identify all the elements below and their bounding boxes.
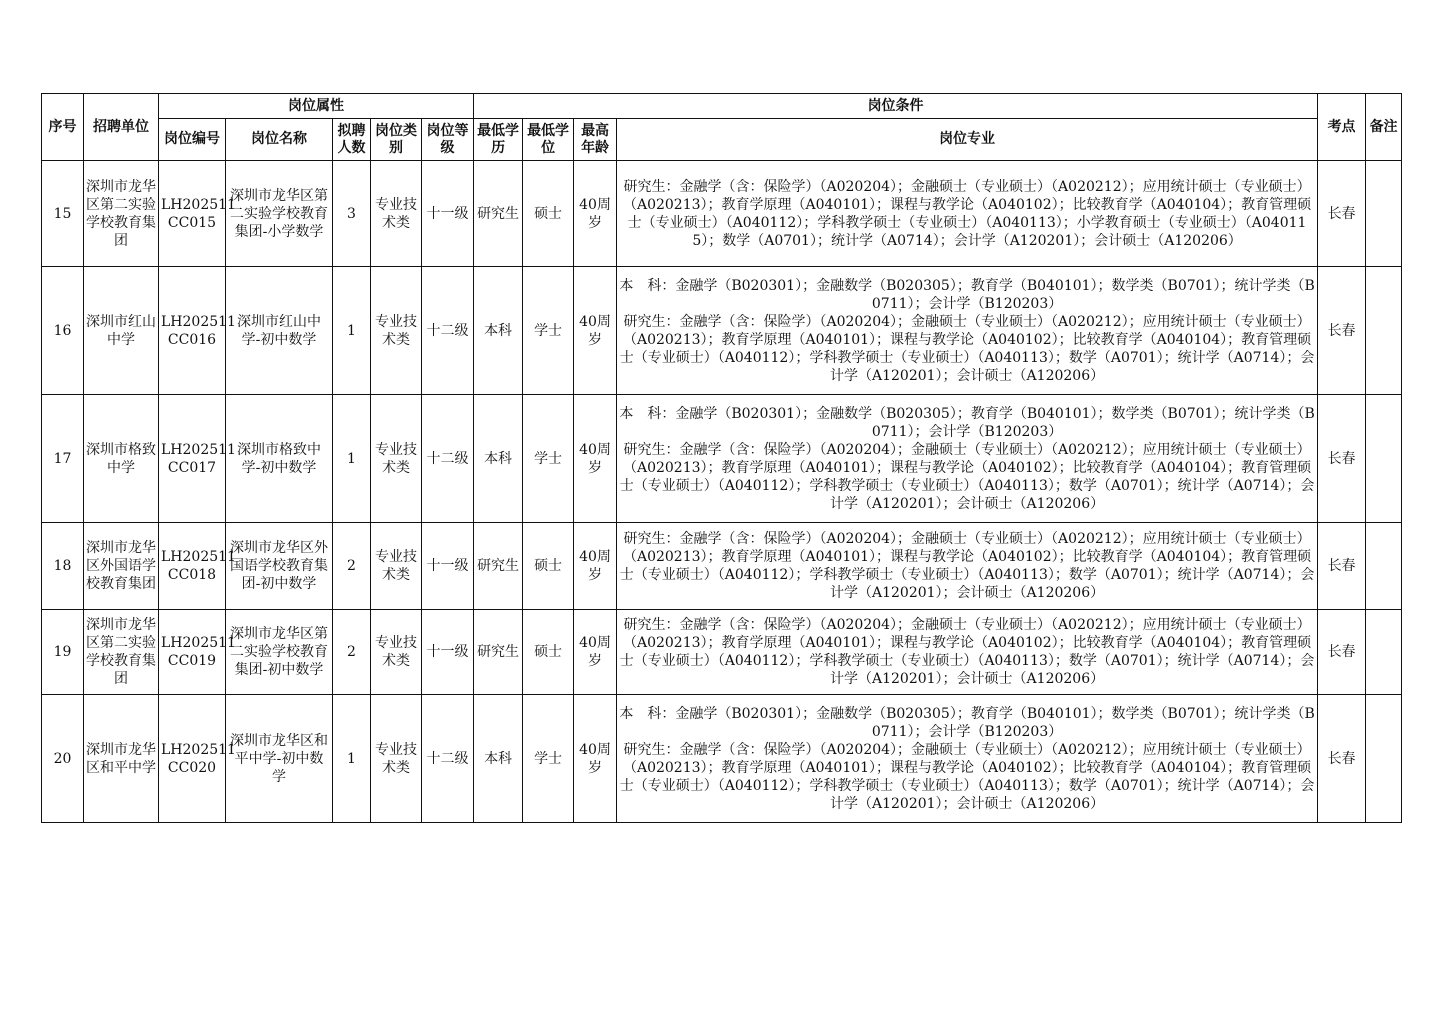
cell-seq: 15 bbox=[42, 161, 84, 267]
cell-exam-site: 长春 bbox=[1318, 267, 1366, 395]
table-row bbox=[42, 695, 1402, 823]
cell-edu: 研究生 bbox=[474, 610, 523, 695]
cell-seq: 20 bbox=[42, 695, 84, 823]
cell-unit: 深圳市格致中学 bbox=[84, 395, 159, 523]
table-row bbox=[42, 395, 1402, 523]
cell-level: 十二级 bbox=[422, 267, 474, 395]
header-group-attr: 岗位属性 bbox=[159, 94, 474, 119]
header-degree: 最低学位 bbox=[523, 119, 574, 161]
cell-code: LH202511 CC020 bbox=[159, 695, 226, 823]
header-category: 岗位类别 bbox=[371, 119, 422, 161]
header-unit: 招聘单位 bbox=[84, 94, 159, 161]
cell-major bbox=[617, 161, 1318, 267]
cell-name: 深圳市龙华区外国语学校教育集团-初中数学 bbox=[226, 523, 333, 610]
cell-age: 40周岁 bbox=[574, 695, 617, 823]
header-seq: 序号 bbox=[42, 94, 84, 161]
cell-count: 3 bbox=[333, 161, 371, 267]
cell-major bbox=[617, 267, 1318, 395]
cell-edu: 研究生 bbox=[474, 523, 523, 610]
cell-name: 深圳市龙华区和平中学-初中数学 bbox=[226, 695, 333, 823]
cell-name: 深圳市格致中学-初中数学 bbox=[226, 395, 333, 523]
major-line: 本 科：金融学（B020301）；金融数学（B020305）；教育学（B040101）；数学类（B0701）；统计学类（B0711）；会计学（B120203） bbox=[619, 277, 1315, 312]
table-row bbox=[42, 610, 1402, 695]
cell-code: LH202511 CC018 bbox=[159, 523, 226, 610]
cell-age: 40周岁 bbox=[574, 267, 617, 395]
cell-edu: 研究生 bbox=[474, 161, 523, 267]
cell-edu: 本科 bbox=[474, 267, 523, 395]
cell-remark bbox=[1366, 161, 1402, 267]
cell-code: LH202511 CC015 bbox=[159, 161, 226, 267]
cell-level: 十一级 bbox=[422, 610, 474, 695]
cell-remark bbox=[1366, 610, 1402, 695]
cell-unit: 深圳市红山中学 bbox=[84, 267, 159, 395]
cell-degree: 学士 bbox=[523, 395, 574, 523]
cell-category: 专业技术类 bbox=[371, 610, 422, 695]
cell-exam-site: 长春 bbox=[1318, 395, 1366, 523]
cell-category: 专业技术类 bbox=[371, 523, 422, 610]
major-line: 本 科：金融学（B020301）；金融数学（B020305）；教育学（B040101）；数学类（B0701）；统计学类（B0711）；会计学（B120203） bbox=[619, 705, 1315, 740]
cell-level: 十二级 bbox=[422, 695, 474, 823]
cell-count: 1 bbox=[333, 395, 371, 523]
cell-unit: 深圳市龙华区第二实验学校教育集团 bbox=[84, 610, 159, 695]
header-edu: 最低学历 bbox=[474, 119, 523, 161]
cell-unit: 深圳市龙华区外国语学校教育集团 bbox=[84, 523, 159, 610]
major-line: 研究生：金融学（含：保险学）（A020204）；金融硕士（专业硕士）（A020212）；应用统计硕士（专业硕士）（A020213）；教育学原理（A040101）；课程与教学论（A040102）；比较教育学（A040104）；教育管理硕士（专业硕士）（A040112）；学科教学硕士（专业硕士）（A040113）；数学（A0701）；统计学（A0714）；会计学（A120201）；会计硕士（A120206） bbox=[619, 741, 1315, 812]
cell-name: 深圳市龙华区第二实验学校教育集团-小学数学 bbox=[226, 161, 333, 267]
cell-seq: 18 bbox=[42, 523, 84, 610]
cell-code: LH202511 CC017 bbox=[159, 395, 226, 523]
header-remark: 备注 bbox=[1366, 94, 1402, 161]
header-age: 最高年龄 bbox=[574, 119, 617, 161]
cell-major bbox=[617, 610, 1318, 695]
table-header bbox=[42, 94, 1402, 161]
cell-count: 1 bbox=[333, 267, 371, 395]
table-row bbox=[42, 523, 1402, 610]
cell-age: 40周岁 bbox=[574, 395, 617, 523]
major-line: 研究生：金融学（含：保险学）（A020204）；金融硕士（专业硕士）（A020212）；应用统计硕士（专业硕士）（A020213）；教育学原理（A040101）；课程与教学论（A040102）；比较教育学（A040104）；教育管理硕士（专业硕士）（A040112）；学科教学硕士（专业硕士）（A040113）；数学（A0701）；统计学（A0714）；会计学（A120201）；会计硕士（A120206） bbox=[619, 441, 1315, 512]
cell-unit: 深圳市龙华区和平中学 bbox=[84, 695, 159, 823]
cell-code: LH202511 CC016 bbox=[159, 267, 226, 395]
cell-remark bbox=[1366, 267, 1402, 395]
header-count: 拟聘人数 bbox=[333, 119, 371, 161]
cell-category: 专业技术类 bbox=[371, 267, 422, 395]
cell-remark bbox=[1366, 695, 1402, 823]
cell-exam-site: 长春 bbox=[1318, 523, 1366, 610]
table-row bbox=[42, 267, 1402, 395]
table-row bbox=[42, 161, 1402, 267]
cell-exam-site: 长春 bbox=[1318, 161, 1366, 267]
cell-edu: 本科 bbox=[474, 395, 523, 523]
cell-degree: 学士 bbox=[523, 267, 574, 395]
cell-name: 深圳市红山中学-初中数学 bbox=[226, 267, 333, 395]
table-body bbox=[42, 161, 1402, 823]
cell-age: 40周岁 bbox=[574, 523, 617, 610]
cell-remark bbox=[1366, 523, 1402, 610]
cell-major bbox=[617, 395, 1318, 523]
major-line: 研究生：金融学（含：保险学）（A020204）；金融硕士（专业硕士）（A020212）；应用统计硕士（专业硕士）（A020213）；教育学原理（A040101）；课程与教学论（A040102）；比较教育学（A040104）；教育管理硕士（专业硕士）（A040112）；学科教学硕士（专业硕士）（A040113）；数学（A0701）；统计学（A0714）；会计学（A120201）；会计硕士（A120206） bbox=[619, 313, 1315, 384]
cell-seq: 17 bbox=[42, 395, 84, 523]
header-major: 岗位专业 bbox=[617, 119, 1318, 161]
cell-code: LH202511 CC019 bbox=[159, 610, 226, 695]
cell-exam-site: 长春 bbox=[1318, 610, 1366, 695]
job-table bbox=[41, 93, 1402, 823]
header-name: 岗位名称 bbox=[226, 119, 333, 161]
header-group-cond: 岗位条件 bbox=[474, 94, 1318, 119]
major-line: 本 科：金融学（B020301）；金融数学（B020305）；教育学（B040101）；数学类（B0701）；统计学类（B0711）；会计学（B120203） bbox=[619, 405, 1315, 440]
major-line: 研究生：金融学（含：保险学）（A020204）；金融硕士（专业硕士）（A020212）；应用统计硕士（专业硕士）（A020213）；教育学原理（A040101）；课程与教学论（A040102）；比较教育学（A040104）；教育管理硕士（专业硕士）（A040112）；学科教学硕士（专业硕士）（A040113）；小学教育硕士（专业硕士）（A040115）；数学（A0701）；统计学（A0714）；会计学（A120201）；会计硕士（A120206） bbox=[622, 178, 1312, 249]
cell-degree: 硕士 bbox=[523, 161, 574, 267]
major-line: 研究生：金融学（含：保险学）（A020204）；金融硕士（专业硕士）（A020212）；应用统计硕士（专业硕士）（A020213）；教育学原理（A040101）；课程与教学论（A040102）；比较教育学（A040104）；教育管理硕士（专业硕士）（A040112）；学科教学硕士（专业硕士）（A040113）；数学（A0701）；统计学（A0714）；会计学（A120201）；会计硕士（A120206） bbox=[619, 617, 1315, 687]
cell-major bbox=[617, 523, 1318, 610]
cell-remark bbox=[1366, 395, 1402, 523]
cell-level: 十二级 bbox=[422, 395, 474, 523]
cell-level: 十一级 bbox=[422, 161, 474, 267]
cell-exam-site: 长春 bbox=[1318, 695, 1366, 823]
cell-edu: 本科 bbox=[474, 695, 523, 823]
major-line: 研究生：金融学（含：保险学）（A020204）；金融硕士（专业硕士）（A020212）；应用统计硕士（专业硕士）（A020213）；教育学原理（A040101）；课程与教学论（A040102）；比较教育学（A040104）；教育管理硕士（专业硕士）（A040112）；学科教学硕士（专业硕士）（A040113）；数学（A0701）；统计学（A0714）；会计学（A120201）；会计硕士（A120206） bbox=[619, 531, 1315, 601]
cell-degree: 硕士 bbox=[523, 610, 574, 695]
header-exam-site: 考点 bbox=[1318, 94, 1366, 161]
cell-category: 专业技术类 bbox=[371, 161, 422, 267]
cell-seq: 19 bbox=[42, 610, 84, 695]
cell-major bbox=[617, 695, 1318, 823]
cell-unit: 深圳市龙华区第二实验学校教育集团 bbox=[84, 161, 159, 267]
cell-level: 十一级 bbox=[422, 523, 474, 610]
cell-count: 1 bbox=[333, 695, 371, 823]
cell-age: 40周岁 bbox=[574, 610, 617, 695]
cell-category: 专业技术类 bbox=[371, 695, 422, 823]
cell-name: 深圳市龙华区第二实验学校教育集团-初中数学 bbox=[226, 610, 333, 695]
cell-degree: 学士 bbox=[523, 695, 574, 823]
cell-count: 2 bbox=[333, 523, 371, 610]
cell-seq: 16 bbox=[42, 267, 84, 395]
cell-count: 2 bbox=[333, 610, 371, 695]
header-code: 岗位编号 bbox=[159, 119, 226, 161]
cell-age: 40周岁 bbox=[574, 161, 617, 267]
header-level: 岗位等级 bbox=[422, 119, 474, 161]
cell-degree: 硕士 bbox=[523, 523, 574, 610]
cell-category: 专业技术类 bbox=[371, 395, 422, 523]
